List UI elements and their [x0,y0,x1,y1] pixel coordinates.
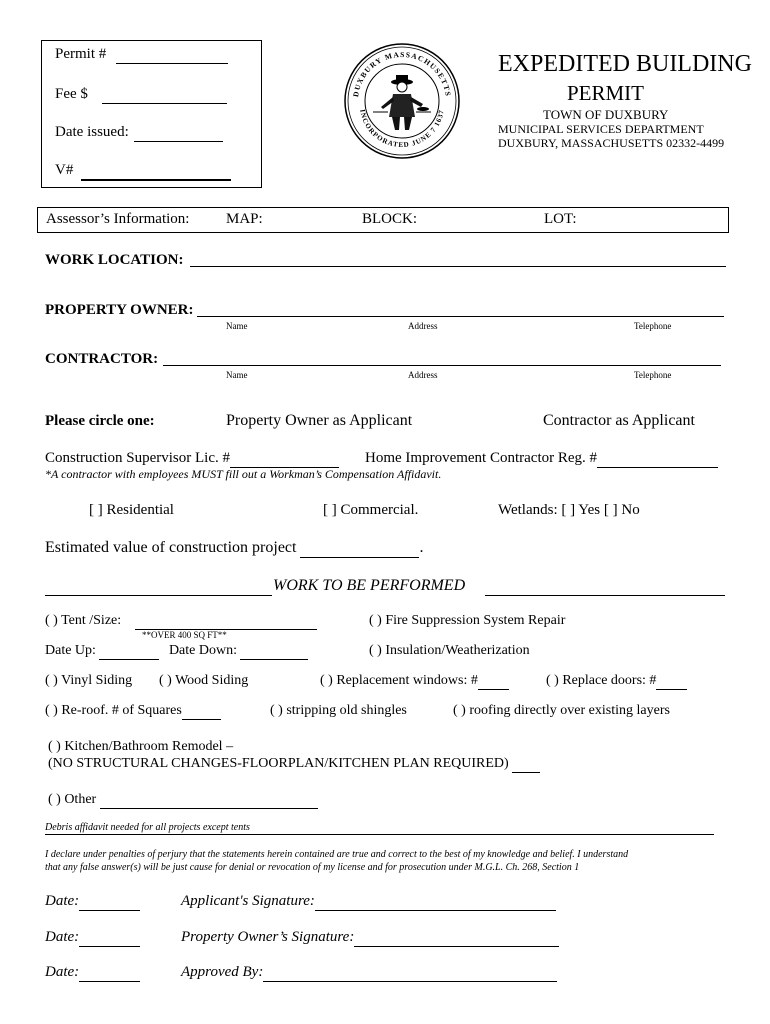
approval-date-field[interactable] [79,964,140,982]
roofing-over-checkbox[interactable]: ( ) roofing directly over existing layers [453,703,670,718]
contractor-field[interactable] [163,365,721,366]
estimated-value-label: Estimated value of construction project [45,539,297,556]
replace-doors-checkbox[interactable]: ( ) Replace doors: # [546,673,657,688]
wood-siding-checkbox[interactable]: ( ) Wood Siding [159,673,249,688]
work-location-field[interactable] [190,266,726,267]
replace-doors-count[interactable] [656,673,687,690]
owner-date-field[interactable] [79,929,140,947]
insulation-checkbox[interactable]: ( ) Insulation/Weatherization [369,643,530,658]
estimated-value-row [45,539,423,558]
fire-suppression-checkbox[interactable]: ( ) Fire Suppression System Repair [369,613,566,628]
owner-address-caption: Address [408,321,438,331]
kitchen-remodel-field[interactable] [512,756,540,773]
wetlands-checkbox[interactable]: Wetlands: [ ] Yes [ ] No [498,502,640,518]
v-number-field[interactable] [81,162,231,181]
fee-row [55,86,227,104]
owner-signature-row [181,929,559,947]
town-name: TOWN OF DUXBURY [543,107,669,122]
v-number-label: V# [55,162,74,178]
date-down-field[interactable] [240,643,308,660]
svg-text:INCORPORATED JUNE 7 1637: INCORPORATED JUNE 7 1637 [358,108,446,150]
town-seal [343,42,461,160]
applicant-date-row [45,893,140,911]
property-owner-label: PROPERTY OWNER: [45,302,194,318]
permit-number-row [55,46,228,64]
vinyl-siding-checkbox[interactable]: ( ) Vinyl Siding [45,673,133,688]
date-up-label: Date Up: [45,643,96,658]
permit-number-label: Permit # [55,46,107,62]
block-field[interactable]: BLOCK: [362,211,418,227]
form-title-line1: EXPEDITED BUILDING [498,51,752,77]
work-section-rule-left [45,595,272,596]
permit-number-field[interactable] [116,46,228,64]
declaration-line-1: I declare under penalties of perjury that the statements herein contained are true and correct to the best of my knowledge and belief. I understand [45,849,629,860]
circle-one-label: Please circle one: [45,413,155,429]
v-number-row [55,162,231,181]
replacement-windows-checkbox[interactable]: ( ) Replacement windows: # [320,673,478,688]
tent-row [45,613,317,630]
approved-by-row [181,964,557,982]
lot-field[interactable]: LOT: [544,211,577,227]
approval-date-label: Date: [45,964,80,980]
applicant-signature-label: Applicant's Signature: [181,893,315,909]
supervisor-license-label: Construction Supervisor Lic. # [45,450,230,466]
seal-graphic [343,42,461,160]
work-location-label: WORK LOCATION: [45,252,184,268]
commercial-checkbox[interactable]: [ ] Commercial. [323,502,419,518]
date-issued-row [55,124,223,142]
date-down-label: Date Down: [168,643,237,658]
svg-text:DUXBURY MASSACHUSETTS: DUXBURY MASSACHUSETTS [351,49,453,98]
approval-date-row [45,964,140,982]
hic-registration-field[interactable] [597,450,718,468]
owner-signature-field[interactable] [354,929,559,947]
form-title-line2: PERMIT [567,81,645,105]
other-checkbox[interactable]: ( ) Other [48,792,97,807]
supervisor-license-row [45,450,339,468]
applicant-date-label: Date: [45,893,80,909]
property-owner-field[interactable] [197,316,724,317]
option-contractor-applicant[interactable]: Contractor as Applicant [543,412,695,429]
reroof-row [45,703,221,720]
owner-signature-label: Property Owner’s Signature: [181,929,355,945]
kitchen-remodel-note: (NO STRUCTURAL CHANGES-FLOORPLAN/KITCHEN PLAN REQUIRED) [48,756,509,771]
reroof-checkbox[interactable]: ( ) Re-roof. # of Squares [45,703,182,718]
work-section-title: WORK TO BE PERFORMED [273,577,466,594]
debris-rule [45,834,714,835]
work-section-rule-right [485,595,725,596]
applicant-signature-row [181,893,556,911]
department-address: DUXBURY, MASSACHUSETTS 02332-4499 [498,136,725,150]
hic-registration-label: Home Improvement Contractor Reg. # [365,450,598,466]
date-issued-label: Date issued: [55,124,129,140]
option-owner-applicant[interactable]: Property Owner as Applicant [226,412,413,429]
map-field[interactable]: MAP: [226,211,263,227]
stripping-checkbox[interactable]: ( ) stripping old shingles [270,703,407,718]
date-issued-field[interactable] [134,124,223,142]
contractor-label: CONTRACTOR: [45,351,159,367]
workers-comp-note: *A contractor with employees MUST fill out a Workman’s Compensation Affidavit. [45,467,442,481]
declaration-line-2: that any false answer(s) will be just cause for denial or revocation of my license and for prosecution under M.G.L. Ch. 268, Section 1 [45,862,580,873]
tent-size-field[interactable] [135,613,317,630]
owner-telephone-caption: Telephone [634,321,672,331]
replace-doors-row [546,673,687,690]
owner-name-caption: Name [226,321,248,331]
estimated-value-field[interactable] [300,539,419,558]
owner-date-row [45,929,140,947]
supervisor-license-field[interactable] [230,450,339,468]
reroof-squares-field[interactable] [182,703,221,720]
replacement-windows-count[interactable] [478,673,509,690]
contractor-address-caption: Address [408,370,438,380]
replacement-windows-row [320,673,509,690]
contractor-name-caption: Name [226,370,248,380]
contractor-telephone-caption: Telephone [634,370,672,380]
hic-registration-row [365,450,718,468]
department-name: MUNICIPAL SERVICES DEPARTMENT [498,122,704,136]
fee-field[interactable] [102,86,227,104]
date-up-field[interactable] [99,643,159,660]
kitchen-remodel-checkbox[interactable]: ( ) Kitchen/Bathroom Remodel – [48,739,234,754]
estimated-value-period: . [419,539,424,556]
owner-date-label: Date: [45,929,80,945]
approved-by-field[interactable] [263,964,557,982]
tent-checkbox[interactable]: ( ) Tent /Size: [45,613,122,628]
kitchen-remodel-note-row [48,756,540,773]
applicant-signature-field[interactable] [315,893,556,911]
other-row [48,792,318,809]
tent-size-note: **OVER 400 SQ FT** [142,630,227,640]
debris-note: Debris affidavit needed for all projects except tents [45,822,250,833]
residential-checkbox[interactable]: [ ] Residential [89,502,174,518]
tent-dates-row [45,643,308,660]
approved-by-label: Approved By: [181,964,264,980]
assessor-label: Assessor’s Information: [46,211,190,227]
fee-label: Fee $ [55,86,88,102]
applicant-date-field[interactable] [79,893,140,911]
other-field[interactable] [100,792,318,809]
